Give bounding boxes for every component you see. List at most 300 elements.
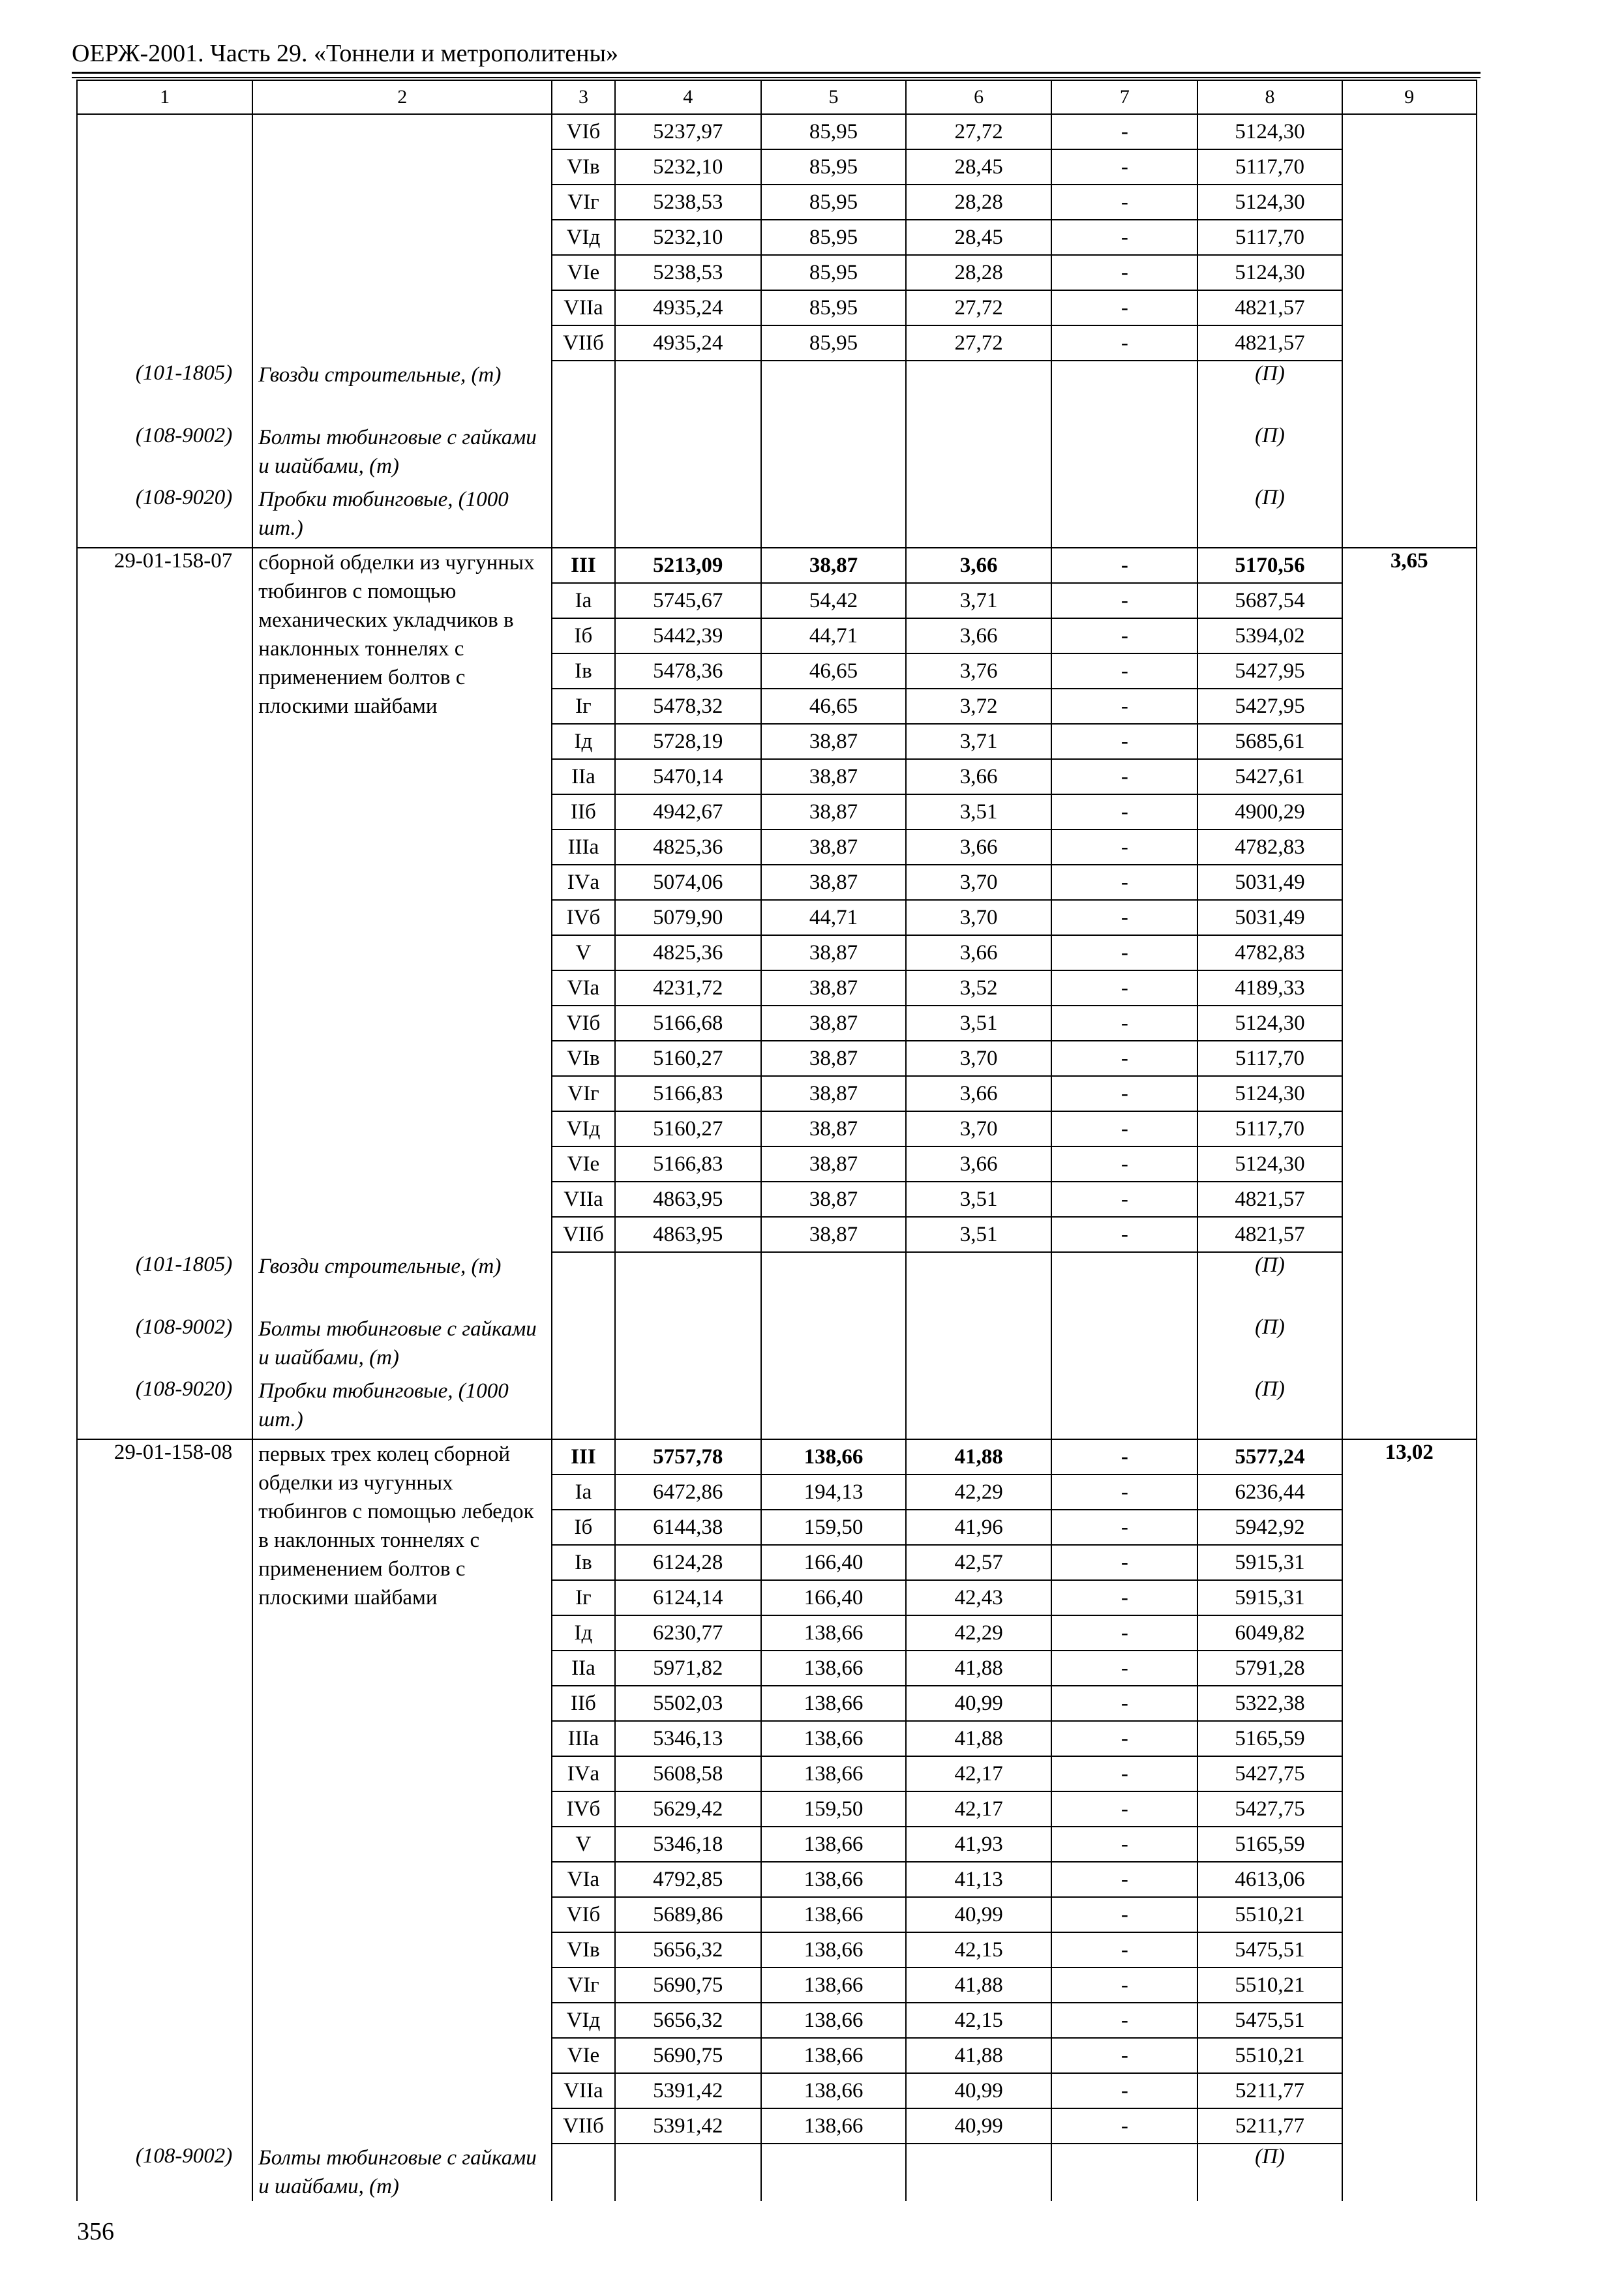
value-c4: 5160,27 <box>615 1041 761 1076</box>
value-c8: 5427,75 <box>1197 1791 1342 1827</box>
value-c5: 38,87 <box>761 794 906 830</box>
value-c7: - <box>1051 1111 1197 1146</box>
value-c4: 6124,14 <box>615 1580 761 1615</box>
zone-category: VIIа <box>552 290 614 325</box>
work-description: первых трех колец сборной обделки из чугунных тюбингов с помощью лебедок в наклонных тоннелях с применением болтов с плоскими шайбами <box>252 1439 552 2144</box>
value-c4: 4942,67 <box>615 794 761 830</box>
material-name: Гвозди строительные, (т) <box>252 1252 552 1315</box>
column-number: 5 <box>761 80 906 114</box>
zone-category: VIIа <box>552 2073 614 2108</box>
zone-category: IIIа <box>552 1721 614 1756</box>
value-c7: - <box>1051 2003 1197 2038</box>
zone-category: VIа <box>552 970 614 1006</box>
zone-category: VIв <box>552 1932 614 1967</box>
material-row <box>77 485 1477 548</box>
zone-category: VIг <box>552 1076 614 1111</box>
value-c4: 5391,42 <box>615 2073 761 2108</box>
value-c6: 3,66 <box>906 548 1051 583</box>
value-c4: 5346,18 <box>615 1827 761 1862</box>
page-header: ОЕРЖ-2001. Часть 29. «Тоннели и метрополитены» <box>72 40 619 67</box>
value-c7: - <box>1051 1146 1197 1182</box>
zone-category: VIб <box>552 1006 614 1041</box>
value-c4: 5079,90 <box>615 900 761 935</box>
value-c6: 27,72 <box>906 114 1051 149</box>
value-c8: 6049,82 <box>1197 1615 1342 1651</box>
value-c5: 138,66 <box>761 1615 906 1651</box>
value-c8: 5510,21 <box>1197 2038 1342 2073</box>
value-c8: 5117,70 <box>1197 220 1342 255</box>
value-c8: 5915,31 <box>1197 1580 1342 1615</box>
value-c5: 38,87 <box>761 830 906 865</box>
value-c4: 5757,78 <box>615 1439 761 1474</box>
zone-category: Iв <box>552 1545 614 1580</box>
value-c5: 38,87 <box>761 1006 906 1041</box>
value-c7: - <box>1051 759 1197 794</box>
zone-category: VIIб <box>552 325 614 361</box>
value-c6: 27,72 <box>906 325 1051 361</box>
empty-cell <box>552 1315 614 1377</box>
value-c7: - <box>1051 255 1197 290</box>
material-mark: (П) <box>1197 2144 1342 2201</box>
zone-category: IIа <box>552 1651 614 1686</box>
value-c5: 85,95 <box>761 185 906 220</box>
value-c4: 5442,39 <box>615 618 761 653</box>
value-c7: - <box>1051 1041 1197 1076</box>
value-c7: - <box>1051 1474 1197 1510</box>
value-c5: 38,87 <box>761 935 906 970</box>
zone-category: IVб <box>552 1791 614 1827</box>
value-c5: 85,95 <box>761 220 906 255</box>
value-c4: 6230,77 <box>615 1615 761 1651</box>
value-c5: 159,50 <box>761 1791 906 1827</box>
value-c6: 42,29 <box>906 1615 1051 1651</box>
value-c8: 4821,57 <box>1197 325 1342 361</box>
material-name: Болты тюбинговые с гайками и шайбами, (т) <box>252 1315 552 1377</box>
value-c7: - <box>1051 325 1197 361</box>
column-number: 1 <box>77 80 252 114</box>
value-c5: 138,66 <box>761 2073 906 2108</box>
value-c5: 38,87 <box>761 1076 906 1111</box>
rate-code <box>77 114 252 361</box>
value-c4: 5478,36 <box>615 653 761 689</box>
value-c4: 5391,42 <box>615 2108 761 2144</box>
value-c6: 3,70 <box>906 1111 1051 1146</box>
material-code: (108-9002) <box>77 2144 252 2201</box>
zone-category: Iа <box>552 1474 614 1510</box>
value-c6: 28,45 <box>906 220 1051 255</box>
value-c7: - <box>1051 900 1197 935</box>
empty-cell <box>1342 361 1477 423</box>
empty-cell <box>906 1315 1051 1377</box>
value-c7: - <box>1051 290 1197 325</box>
value-c5: 138,66 <box>761 1827 906 1862</box>
value-c7: - <box>1051 1217 1197 1252</box>
material-name: Пробки тюбинговые, (1000 шт.) <box>252 485 552 548</box>
value-c5: 159,50 <box>761 1510 906 1545</box>
zone-category: Iб <box>552 1510 614 1545</box>
value-c8: 5211,77 <box>1197 2108 1342 2144</box>
zone-category: Iг <box>552 1580 614 1615</box>
value-c8: 5510,21 <box>1197 1967 1342 2003</box>
column-number: 2 <box>252 80 552 114</box>
value-c4: 5074,06 <box>615 865 761 900</box>
material-name: Болты тюбинговые с гайками и шайбами, (т) <box>252 2144 552 2201</box>
zone-category: VIд <box>552 1111 614 1146</box>
empty-cell <box>615 1315 761 1377</box>
value-c7: - <box>1051 1006 1197 1041</box>
value-c7: - <box>1051 935 1197 970</box>
value-c4: 4231,72 <box>615 970 761 1006</box>
empty-cell <box>1051 1377 1197 1439</box>
labor-value: 3,65 <box>1342 548 1477 1252</box>
table-row <box>77 548 1477 583</box>
value-c6: 3,66 <box>906 618 1051 653</box>
value-c5: 138,66 <box>761 1651 906 1686</box>
value-c6: 3,66 <box>906 1076 1051 1111</box>
empty-cell <box>761 1377 906 1439</box>
value-c8: 5031,49 <box>1197 865 1342 900</box>
value-c7: - <box>1051 724 1197 759</box>
value-c6: 3,51 <box>906 794 1051 830</box>
value-c7: - <box>1051 1897 1197 1932</box>
value-c6: 41,88 <box>906 2038 1051 2073</box>
zone-category: IIа <box>552 759 614 794</box>
material-mark: (П) <box>1197 361 1342 423</box>
value-c6: 41,88 <box>906 1967 1051 2003</box>
value-c4: 5656,32 <box>615 1932 761 1967</box>
value-c5: 85,95 <box>761 290 906 325</box>
value-c6: 40,99 <box>906 1897 1051 1932</box>
value-c5: 85,95 <box>761 114 906 149</box>
value-c5: 38,87 <box>761 724 906 759</box>
value-c8: 5427,95 <box>1197 653 1342 689</box>
empty-cell <box>761 361 906 423</box>
value-c5: 38,87 <box>761 1041 906 1076</box>
zone-category: Iв <box>552 653 614 689</box>
empty-cell <box>615 361 761 423</box>
zone-category: Iб <box>552 618 614 653</box>
value-c6: 3,66 <box>906 830 1051 865</box>
value-c5: 166,40 <box>761 1545 906 1580</box>
value-c4: 4935,24 <box>615 290 761 325</box>
zone-category: VIг <box>552 1967 614 2003</box>
value-c8: 5577,24 <box>1197 1439 1342 1474</box>
zone-category: VIа <box>552 1862 614 1897</box>
value-c7: - <box>1051 583 1197 618</box>
column-number: 4 <box>615 80 761 114</box>
value-c7: - <box>1051 1756 1197 1791</box>
value-c7: - <box>1051 653 1197 689</box>
value-c6: 27,72 <box>906 290 1051 325</box>
value-c6: 3,72 <box>906 689 1051 724</box>
table-row <box>77 1439 1477 1474</box>
value-c6: 3,71 <box>906 724 1051 759</box>
value-c5: 166,40 <box>761 1580 906 1615</box>
zone-category: V <box>552 1827 614 1862</box>
empty-cell <box>906 485 1051 548</box>
value-c8: 6236,44 <box>1197 1474 1342 1510</box>
column-number: 8 <box>1197 80 1342 114</box>
zone-category: VIе <box>552 1146 614 1182</box>
value-c4: 5629,42 <box>615 1791 761 1827</box>
value-c5: 194,13 <box>761 1474 906 1510</box>
material-code: (101-1805) <box>77 361 252 423</box>
value-c8: 5942,92 <box>1197 1510 1342 1545</box>
value-c4: 5470,14 <box>615 759 761 794</box>
material-name: Болты тюбинговые с гайками и шайбами, (т) <box>252 423 552 485</box>
zone-category: Iд <box>552 1615 614 1651</box>
value-c6: 42,57 <box>906 1545 1051 1580</box>
empty-cell <box>1342 485 1477 548</box>
empty-cell <box>1342 423 1477 485</box>
empty-cell <box>906 361 1051 423</box>
value-c8: 5117,70 <box>1197 1041 1342 1076</box>
empty-cell <box>552 2144 614 2201</box>
value-c5: 85,95 <box>761 325 906 361</box>
value-c6: 40,99 <box>906 1686 1051 1721</box>
empty-cell <box>906 2144 1051 2201</box>
value-c8: 5165,59 <box>1197 1827 1342 1862</box>
zone-category: VIIб <box>552 1217 614 1252</box>
empty-cell <box>1051 423 1197 485</box>
value-c7: - <box>1051 794 1197 830</box>
material-name: Гвозди строительные, (т) <box>252 361 552 423</box>
value-c6: 3,76 <box>906 653 1051 689</box>
empty-cell <box>552 423 614 485</box>
empty-cell <box>1051 2144 1197 2201</box>
value-c8: 5915,31 <box>1197 1545 1342 1580</box>
empty-cell <box>615 423 761 485</box>
value-c4: 5346,13 <box>615 1721 761 1756</box>
zone-category: VIе <box>552 2038 614 2073</box>
value-c6: 3,70 <box>906 1041 1051 1076</box>
value-c8: 5124,30 <box>1197 1146 1342 1182</box>
material-mark: (П) <box>1197 1252 1342 1315</box>
value-c8: 5510,21 <box>1197 1897 1342 1932</box>
value-c8: 5031,49 <box>1197 900 1342 935</box>
value-c5: 54,42 <box>761 583 906 618</box>
value-c5: 138,66 <box>761 1897 906 1932</box>
zone-category: VIб <box>552 1897 614 1932</box>
value-c6: 42,17 <box>906 1791 1051 1827</box>
value-c5: 38,87 <box>761 865 906 900</box>
empty-cell <box>761 485 906 548</box>
empty-cell <box>1051 1252 1197 1315</box>
zone-category: VIв <box>552 1041 614 1076</box>
value-c8: 5475,51 <box>1197 2003 1342 2038</box>
value-c5: 138,66 <box>761 2003 906 2038</box>
value-c7: - <box>1051 1510 1197 1545</box>
value-c8: 5322,38 <box>1197 1686 1342 1721</box>
value-c8: 5394,02 <box>1197 618 1342 653</box>
column-number: 3 <box>552 80 614 114</box>
value-c5: 46,65 <box>761 653 906 689</box>
value-c7: - <box>1051 1967 1197 2003</box>
value-c8: 4821,57 <box>1197 290 1342 325</box>
value-c5: 38,87 <box>761 1146 906 1182</box>
value-c8: 5685,61 <box>1197 724 1342 759</box>
value-c6: 41,88 <box>906 1721 1051 1756</box>
value-c5: 44,71 <box>761 900 906 935</box>
zone-category: IVб <box>552 900 614 935</box>
work-description: сборной обделки из чугунных тюбингов с помощью механических укладчиков в наклонных тоннелях с применением болтов с плоскими шайбами <box>252 548 552 1252</box>
value-c7: - <box>1051 865 1197 900</box>
value-c7: - <box>1051 1932 1197 1967</box>
value-c6: 3,71 <box>906 583 1051 618</box>
value-c7: - <box>1051 689 1197 724</box>
material-code: (108-9020) <box>77 485 252 548</box>
value-c6: 41,88 <box>906 1651 1051 1686</box>
value-c8: 4900,29 <box>1197 794 1342 830</box>
value-c5: 138,66 <box>761 1439 906 1474</box>
value-c5: 38,87 <box>761 548 906 583</box>
value-c4: 6124,28 <box>615 1545 761 1580</box>
value-c6: 3,70 <box>906 900 1051 935</box>
work-description <box>252 114 552 361</box>
value-c8: 4613,06 <box>1197 1862 1342 1897</box>
value-c7: - <box>1051 2108 1197 2144</box>
value-c5: 85,95 <box>761 255 906 290</box>
value-c7: - <box>1051 1686 1197 1721</box>
value-c7: - <box>1051 1545 1197 1580</box>
value-c8: 5687,54 <box>1197 583 1342 618</box>
empty-cell <box>761 2144 906 2201</box>
value-c5: 46,65 <box>761 689 906 724</box>
value-c8: 5427,61 <box>1197 759 1342 794</box>
empty-cell <box>1342 1252 1477 1315</box>
value-c4: 4792,85 <box>615 1862 761 1897</box>
value-c7: - <box>1051 830 1197 865</box>
value-c6: 3,52 <box>906 970 1051 1006</box>
empty-cell <box>1342 2144 1477 2201</box>
value-c6: 42,15 <box>906 2003 1051 2038</box>
zone-category: VIв <box>552 149 614 185</box>
empty-cell <box>761 423 906 485</box>
value-c5: 138,66 <box>761 2108 906 2144</box>
value-c4: 5232,10 <box>615 220 761 255</box>
zone-category: VIе <box>552 255 614 290</box>
value-c4: 5238,53 <box>615 255 761 290</box>
value-c6: 28,28 <box>906 185 1051 220</box>
zone-category: IVа <box>552 865 614 900</box>
value-c5: 38,87 <box>761 1217 906 1252</box>
value-c5: 138,66 <box>761 1862 906 1897</box>
column-number: 6 <box>906 80 1051 114</box>
value-c6: 42,43 <box>906 1580 1051 1615</box>
value-c4: 6472,86 <box>615 1474 761 1510</box>
zone-category: Iа <box>552 583 614 618</box>
value-c8: 5124,30 <box>1197 114 1342 149</box>
empty-cell <box>552 1377 614 1439</box>
column-number: 7 <box>1051 80 1197 114</box>
header-rule-thin <box>72 77 1481 78</box>
value-c5: 138,66 <box>761 1932 906 1967</box>
zone-category: IVа <box>552 1756 614 1791</box>
material-code: (108-9002) <box>77 423 252 485</box>
value-c7: - <box>1051 970 1197 1006</box>
value-c5: 138,66 <box>761 2038 906 2073</box>
material-row <box>77 423 1477 485</box>
table-row <box>77 114 1477 149</box>
value-c6: 42,29 <box>906 1474 1051 1510</box>
empty-cell <box>615 1377 761 1439</box>
value-c8: 4821,57 <box>1197 1182 1342 1217</box>
value-c8: 5791,28 <box>1197 1651 1342 1686</box>
material-row <box>77 1377 1477 1439</box>
value-c8: 5117,70 <box>1197 1111 1342 1146</box>
value-c6: 41,93 <box>906 1827 1051 1862</box>
value-c7: - <box>1051 1615 1197 1651</box>
value-c8: 5117,70 <box>1197 149 1342 185</box>
zone-category: V <box>552 935 614 970</box>
empty-cell <box>552 361 614 423</box>
page-number: 356 <box>77 2218 114 2245</box>
value-c7: - <box>1051 2073 1197 2108</box>
material-mark: (П) <box>1197 1377 1342 1439</box>
value-c6: 3,66 <box>906 1146 1051 1182</box>
material-row <box>77 361 1477 423</box>
material-mark: (П) <box>1197 423 1342 485</box>
value-c4: 5656,32 <box>615 2003 761 2038</box>
value-c8: 5124,30 <box>1197 1076 1342 1111</box>
empty-cell <box>906 1377 1051 1439</box>
zone-category: VIд <box>552 220 614 255</box>
empty-cell <box>761 1315 906 1377</box>
value-c6: 3,51 <box>906 1217 1051 1252</box>
value-c5: 38,87 <box>761 1111 906 1146</box>
value-c8: 5211,77 <box>1197 2073 1342 2108</box>
value-c7: - <box>1051 1651 1197 1686</box>
material-name: Пробки тюбинговые, (1000 шт.) <box>252 1377 552 1439</box>
value-c4: 4935,24 <box>615 325 761 361</box>
value-c6: 3,66 <box>906 935 1051 970</box>
material-row <box>77 1315 1477 1377</box>
material-row <box>77 2144 1477 2201</box>
value-c4: 5689,86 <box>615 1897 761 1932</box>
value-c7: - <box>1051 1182 1197 1217</box>
value-c6: 28,45 <box>906 149 1051 185</box>
material-mark: (П) <box>1197 1315 1342 1377</box>
value-c5: 38,87 <box>761 970 906 1006</box>
zone-category: III <box>552 1439 614 1474</box>
value-c8: 4821,57 <box>1197 1217 1342 1252</box>
value-c5: 138,66 <box>761 1686 906 1721</box>
value-c8: 5170,56 <box>1197 548 1342 583</box>
value-c6: 42,15 <box>906 1932 1051 1967</box>
zone-category: Iд <box>552 724 614 759</box>
value-c7: - <box>1051 548 1197 583</box>
labor-value <box>1342 114 1477 361</box>
value-c4: 5166,83 <box>615 1076 761 1111</box>
value-c5: 44,71 <box>761 618 906 653</box>
value-c4: 5166,83 <box>615 1146 761 1182</box>
value-c4: 5608,58 <box>615 1756 761 1791</box>
zone-category: IIб <box>552 1686 614 1721</box>
labor-value: 13,02 <box>1342 1439 1477 2144</box>
value-c7: - <box>1051 1791 1197 1827</box>
value-c7: - <box>1051 1862 1197 1897</box>
value-c7: - <box>1051 220 1197 255</box>
zone-category: VIIб <box>552 2108 614 2144</box>
zone-category: VIIа <box>552 1182 614 1217</box>
zone-category: Iг <box>552 689 614 724</box>
rates-table <box>76 80 1477 2201</box>
value-c6: 41,96 <box>906 1510 1051 1545</box>
value-c8: 5427,95 <box>1197 689 1342 724</box>
material-code: (101-1805) <box>77 1252 252 1315</box>
value-c5: 38,87 <box>761 1182 906 1217</box>
value-c6: 3,51 <box>906 1006 1051 1041</box>
